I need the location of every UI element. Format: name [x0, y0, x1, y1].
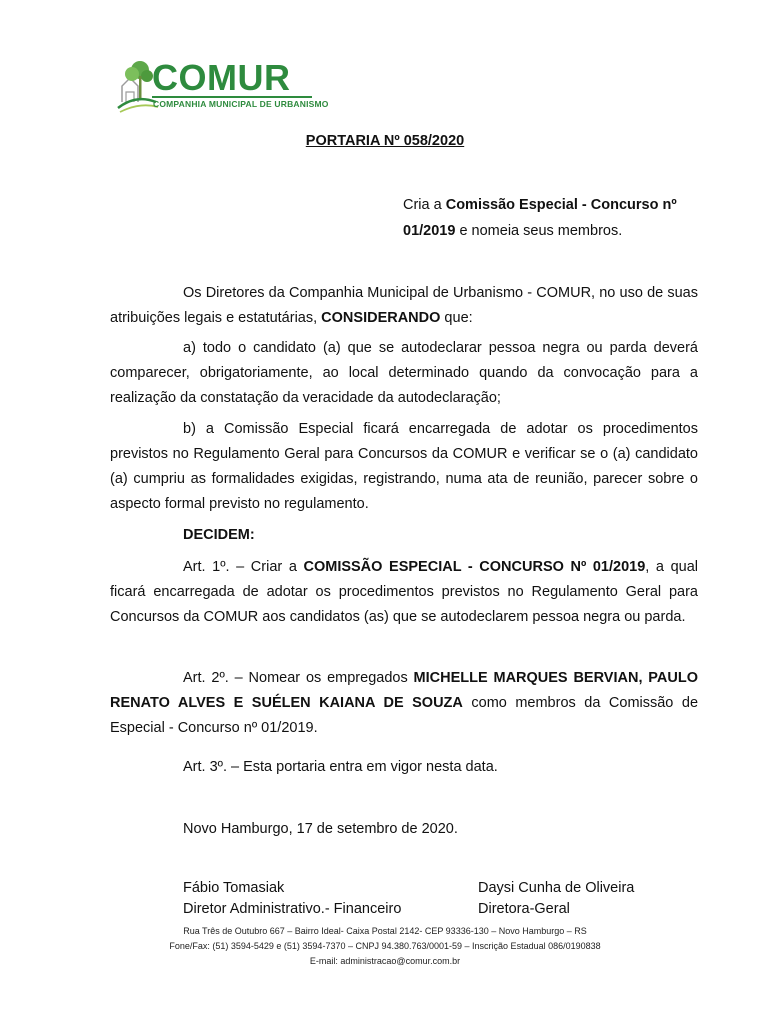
intro-bold: CONSIDERANDO	[321, 310, 441, 326]
article-2	[110, 666, 698, 741]
art2-bold: MICHELLE MARQUES BERVIAN, PAULO RENATO ALVES E SUÉLEN KAIANA DE SOUZA	[110, 670, 698, 711]
item-a-paragraph	[110, 336, 698, 411]
item-a-text: a) todo o candidato (a) que se autodeclarar pessoa negra ou parda deverá comparecer, obrigatoriamente, ao local determinado quando da convocação para a realização da constatação da veracidade da autodeclaração;	[110, 340, 698, 406]
logo-name: COMUR	[152, 57, 291, 98]
art2-prefix: Art. 2º. – Nomear os empregados	[183, 670, 414, 686]
footer-email: E-mail: administracao@comur.com.br	[309, 956, 461, 966]
signature-name: Daysi Cunha de Oliveira	[478, 880, 635, 896]
signature-role: Diretor Administrativo.- Financeiro	[183, 901, 402, 917]
item-b-paragraph	[110, 417, 698, 517]
signature-left	[183, 878, 401, 920]
decidem-heading: DECIDEM:	[183, 527, 255, 543]
article-3	[110, 755, 698, 780]
summary	[403, 192, 699, 244]
logo-subtitle: COMPANHIA MUNICIPAL DE URBANISMO	[153, 99, 329, 109]
item-b-text: b) a Comissão Especial ficará encarregada de adotar os procedimentos previstos no Regulamento Geral para Concursos da COMUR e verificar se o (a) candidato (a) cumpriu as formalidades exigidas, registrando, numa ata de reunião, parecer sobre o aspecto formal previsto no regulamento.	[110, 421, 698, 512]
footer-address: Rua Três de Outubro 667 – Bairro Ideal- Caixa Postal 2142- CEP 93336-130 – Novo Hamburgo – RS	[183, 926, 587, 936]
signature-name: Fábio Tomasiak	[183, 880, 285, 896]
art2-suffix: como membros da Comissão de Especial - Concurso nº 01/2019.	[110, 695, 699, 736]
signature-right	[478, 878, 634, 920]
date-line: Novo Hamburgo, 17 de setembro de 2020.	[183, 821, 458, 837]
art1-prefix: Art. 1º. – Criar a	[183, 559, 304, 575]
intro-text: Os Diretores da Companhia Municipal de Urbanismo - COMUR, no uso de suas atribuições legais e estatutárias,	[110, 285, 698, 326]
art1-suffix: , a qual ficará encarregada de adotar os procedimentos previstos no Regulamento Geral para Concursos da COMUR aos candidatos (as) que se autodeclarem pessoa negra ou parda.	[110, 559, 698, 625]
art1-bold: COMISSÃO ESPECIAL - CONCURSO Nº 01/2019	[303, 559, 646, 575]
date-block	[110, 817, 698, 842]
summary-suffix: e nomeia seus membros.	[455, 223, 623, 239]
intro-paragraph	[110, 281, 698, 331]
summary-prefix: Cria a	[403, 197, 446, 213]
footer-contact: Fone/Fax: (51) 3594-5429 e (51) 3594-7370 – CNPJ 94.380.763/0001-59 – Inscrição Estadual 086/0190838	[169, 941, 601, 951]
footer	[0, 924, 770, 969]
page-title: PORTARIA Nº 058/2020	[305, 133, 465, 149]
intro-suffix: que:	[440, 310, 473, 326]
decidem-heading-block	[110, 523, 698, 548]
art3-text: Art. 3º. – Esta portaria entra em vigor nesta data.	[183, 759, 498, 775]
signature-role: Diretora-Geral	[478, 901, 570, 917]
summary-bold: Comissão Especial - Concurso nº 01/2019	[403, 197, 677, 239]
article-1	[110, 555, 698, 630]
